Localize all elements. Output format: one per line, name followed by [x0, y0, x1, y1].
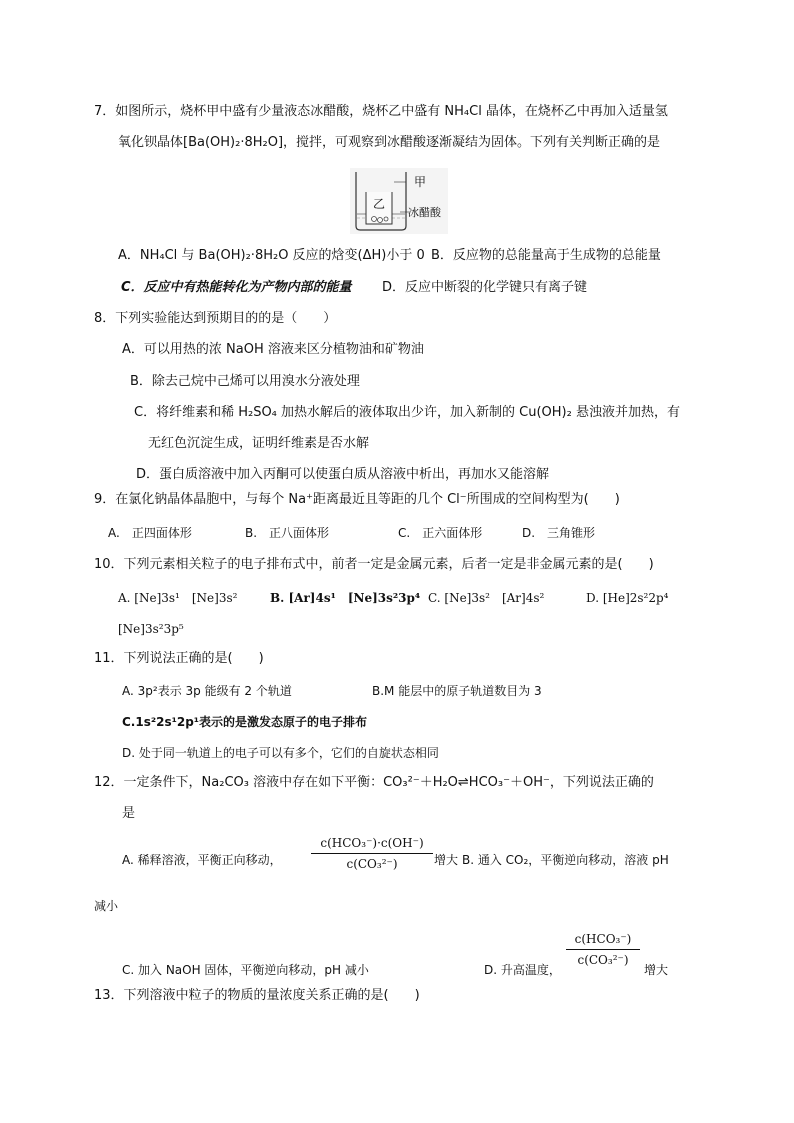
- fraction-d-numerator: c(HCO₃⁻): [566, 932, 640, 950]
- q12-option-b-cont: 减小: [94, 899, 119, 913]
- q9-option-b: B. 正八面体形: [245, 526, 330, 540]
- q12-option-d-prefix: D. 升高温度，: [484, 963, 561, 977]
- q7-stem-line1: 7．如图所示，烧杯甲中盛有少量液态冰醋酸，烧杯乙中盛有 NH₄Cl 晶体，在烧杯乙中再加入适量氢: [94, 104, 668, 119]
- q10-option-c: C. [Ne]3s² [Ar]4s²: [428, 591, 545, 605]
- fraction-a-numerator: c(HCO₃⁻)·c(OH⁻): [311, 836, 433, 854]
- q11-option-a: A. 3p²表示 3p 能级有 2 个轨道: [122, 684, 292, 698]
- beaker-figure: [350, 168, 448, 234]
- q11-option-c: C.1s²2s¹2p¹表示的是激发态原子的电子排布: [122, 715, 368, 729]
- q8-option-a: A．可以用热的浓 NaOH 溶液来区分植物油和矿物油: [122, 342, 424, 357]
- q8-option-c-line2: 无红色沉淀生成，证明纤维素是否水解: [148, 436, 370, 451]
- fraction-d-denominator: c(CO₃²⁻): [577, 953, 629, 967]
- q12-stem-line2: 是: [122, 806, 136, 821]
- q12-option-d-suffix: 增大: [644, 963, 669, 977]
- q12-option-c: C. 加入 NaOH 固体，平衡逆向移动，pH 减小: [122, 963, 369, 977]
- q11-option-d: D. 处于同一轨道上的电子可以有多个，它们的自旋状态相同: [122, 746, 439, 760]
- q10-option-d-cont: [Ne]3s²3p⁵: [118, 622, 184, 636]
- fig-label-yi: 乙: [373, 197, 386, 211]
- fig-label-acid: 冰醋酸: [408, 206, 441, 219]
- q9-option-c: C. 正六面体形: [398, 526, 483, 540]
- q10-option-a: A. [Ne]3s¹ [Ne]3s²: [118, 591, 238, 605]
- q11-stem: 11．下列说法正确的是( ): [94, 651, 264, 666]
- q8-option-d: D．蛋白质溶液中加入丙酮可以使蛋白质从溶液中析出，再加水又能溶解: [136, 467, 550, 482]
- q7-stem-line2: 氧化钡晶体[Ba(OH)₂·8H₂O]，搅拌，可观察到冰醋酸逐渐凝结为固体。下列有关判断正确的是: [118, 135, 661, 150]
- beaker-diagram-icon: [350, 168, 448, 234]
- q10-option-d: D. [He]2s²2p⁴: [586, 591, 669, 605]
- q9-stem: 9．在氯化钠晶体晶胞中，与每个 Na⁺距离最近且等距的几个 Cl⁻所围成的空间构型为( ): [94, 492, 620, 507]
- q7-option-a: A．NH₄Cl 与 Ba(OH)₂·8H₂O 反应的焓变(ΔH)小于 0: [118, 248, 425, 263]
- q10-option-b: B. [Ar]4s¹ [Ne]3s²3p⁴: [270, 591, 421, 605]
- q7-option-b: B．反应物的总能量高于生成物的总能量: [431, 248, 661, 263]
- q12-option-d-fraction: [566, 932, 640, 967]
- q9-option-d: D. 三角锥形: [522, 526, 596, 540]
- q7-option-c: C．反应中有热能转化为产物内部的能量: [121, 280, 352, 295]
- q12-option-a-fraction: [311, 836, 433, 871]
- fraction-a-denominator: c(CO₃²⁻): [346, 857, 398, 871]
- q12-option-b: B. 通入 CO₂，平衡逆向移动，溶液 pH: [462, 853, 669, 867]
- q11-option-b: B.M 能层中的原子轨道数目为 3: [372, 684, 542, 698]
- q9-option-a: A. 正四面体形: [108, 526, 192, 540]
- q12-option-a-prefix: A. 稀释溶液，平衡正向移动，: [122, 853, 282, 867]
- fig-label-jia: 甲: [414, 175, 427, 189]
- q7-option-d: D．反应中断裂的化学键只有离子键: [382, 280, 588, 295]
- q10-stem: 10．下列元素相关粒子的电子排布式中，前者一定是金属元素，后者一定是非金属元素的是( ): [94, 557, 654, 572]
- q8-option-b: B．除去己烷中己烯可以用溴水分液处理: [130, 374, 360, 389]
- q12-stem-line1: 12．一定条件下，Na₂CO₃ 溶液中存在如下平衡：CO₃²⁻＋H₂O⇌HCO₃⁻＋OH⁻，下列说法正确的: [94, 775, 654, 790]
- q13-stem: 13．下列溶液中粒子的物质的量浓度关系正确的是( ): [94, 988, 420, 1003]
- q8-stem: 8．下列实验能达到预期目的的是（ ）: [94, 311, 337, 326]
- q8-option-c-line1: C．将纤维素和稀 H₂SO₄ 加热水解后的液体取出少许，加入新制的 Cu(OH)₂ 悬浊液并加热，有: [134, 405, 680, 420]
- q12-option-a-suffix: 增大: [434, 853, 459, 867]
